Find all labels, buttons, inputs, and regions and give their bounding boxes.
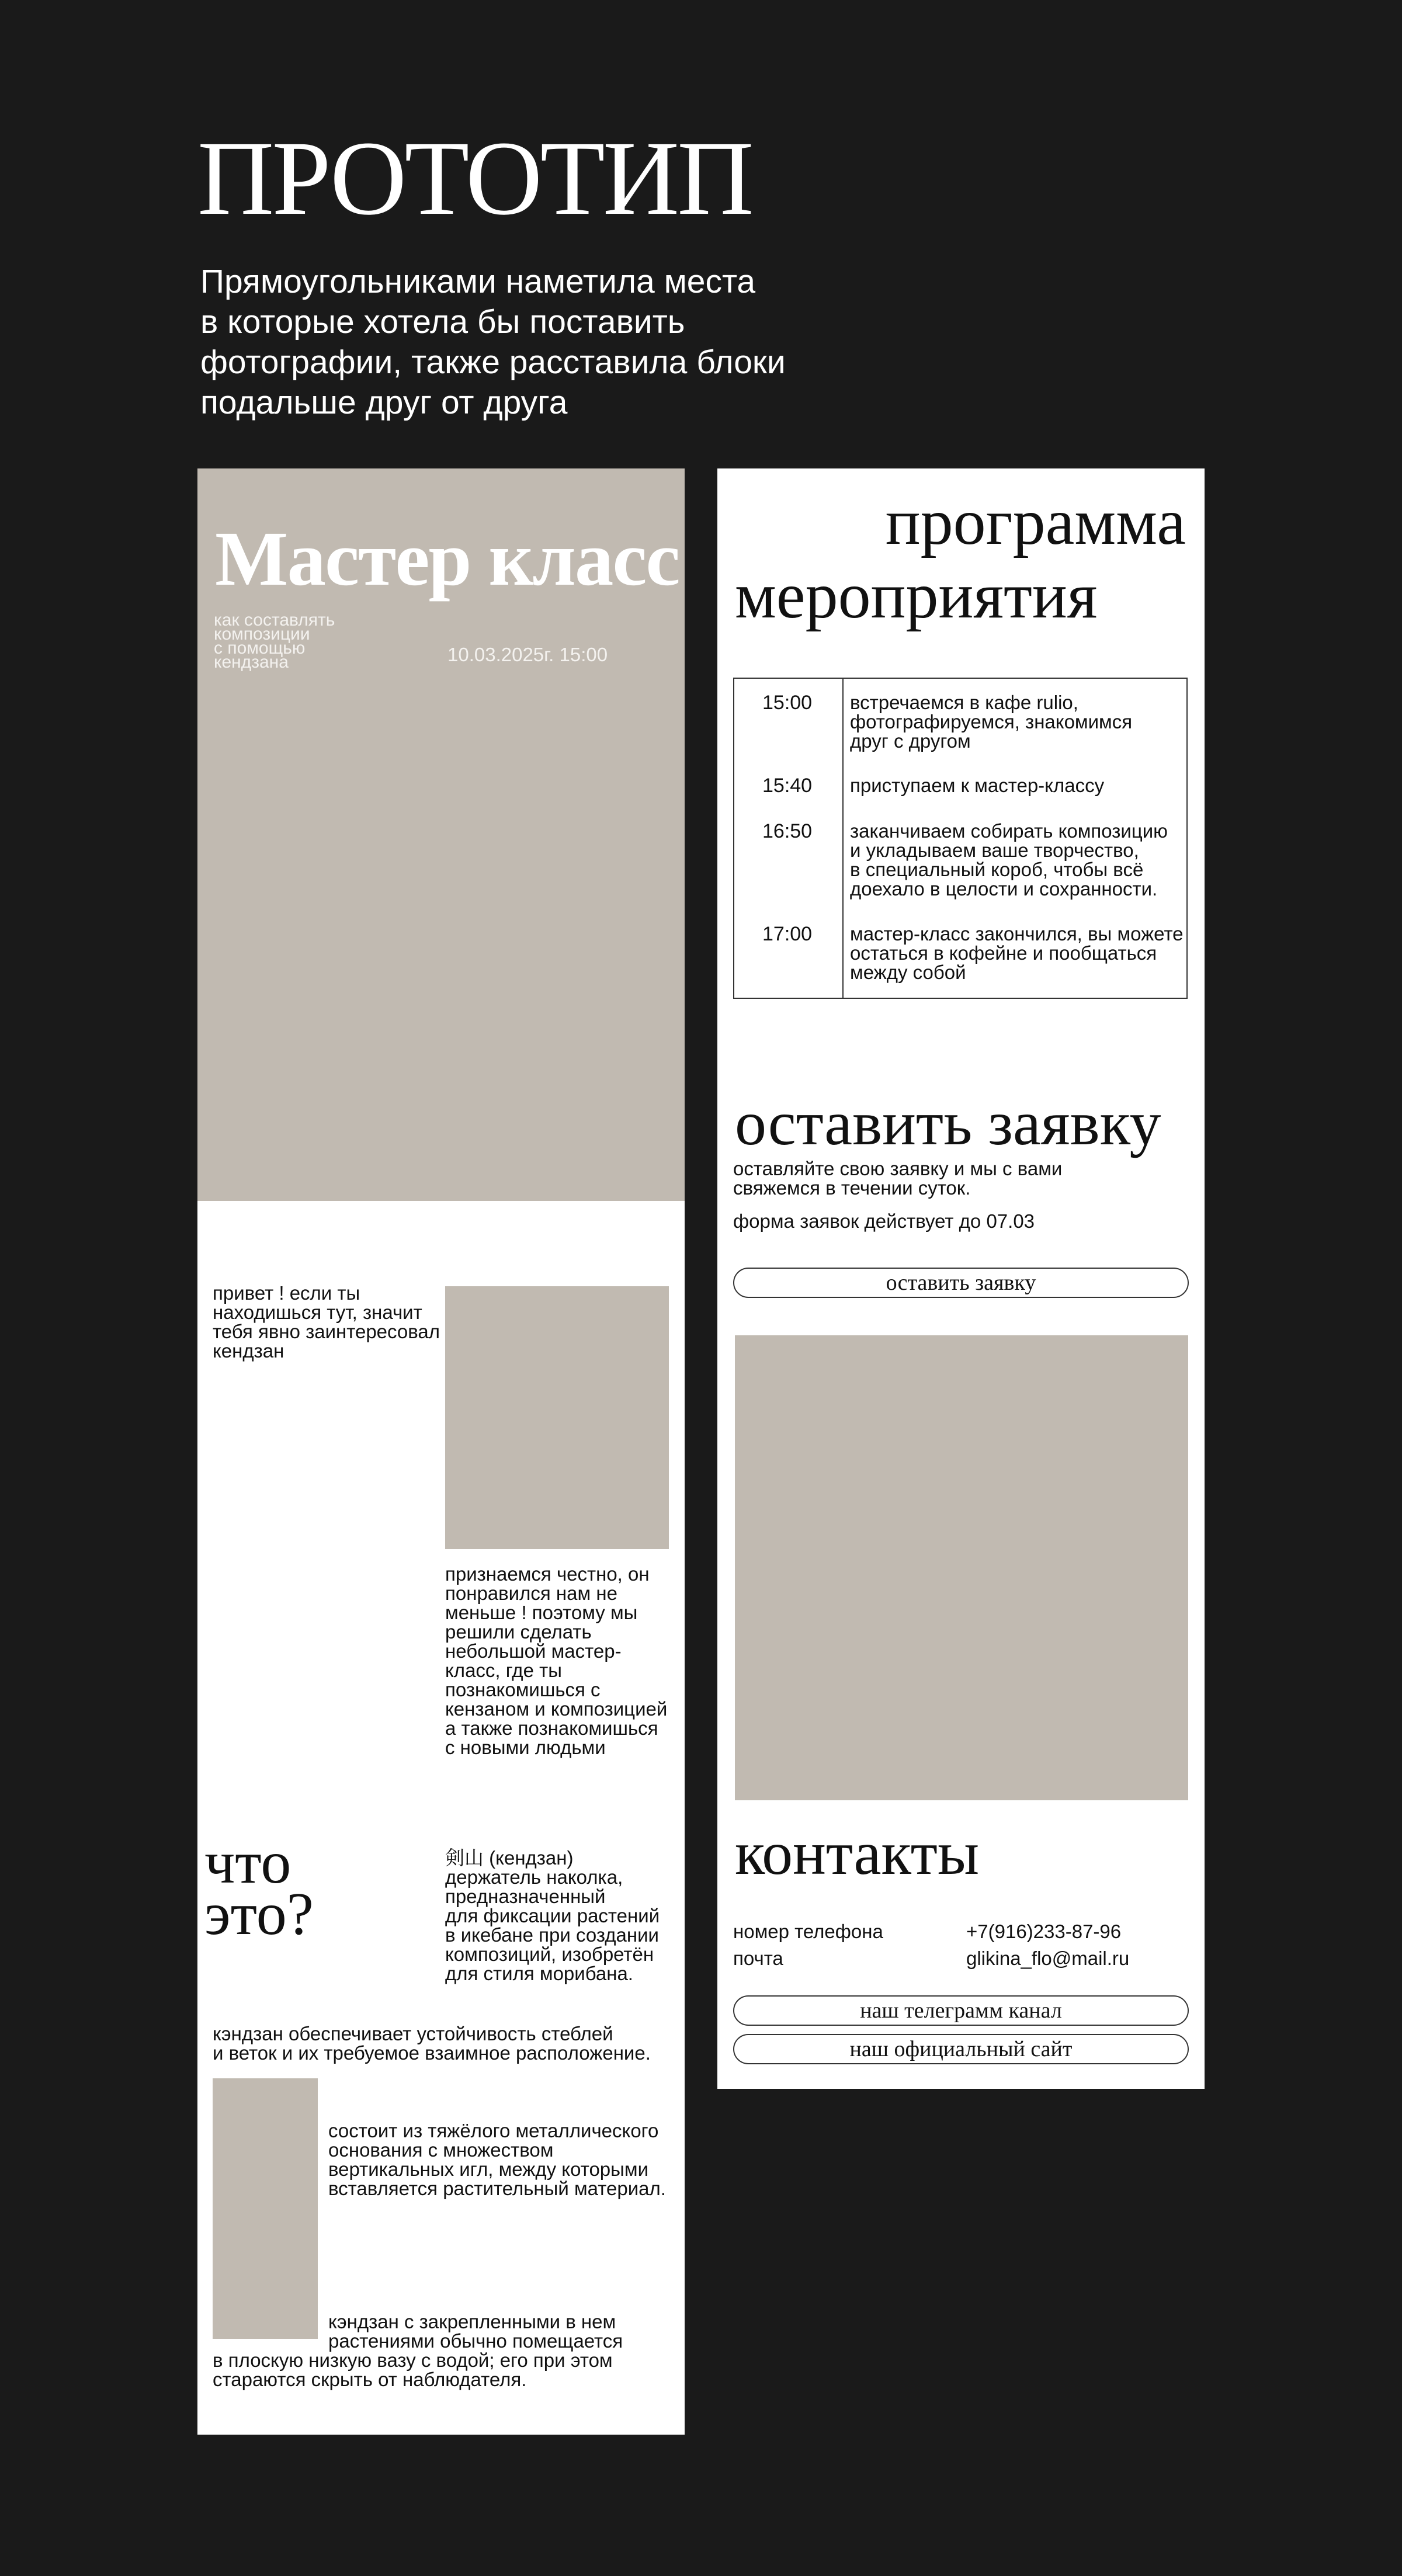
hero-photo-placeholder <box>197 468 685 1201</box>
construction-text: состоит из тяжёлого металлического основания с множеством вертикальных игл, между которыми вставляется растительный материал. <box>328 2120 666 2199</box>
hero-date: 10.03.2025г. 15:00 <box>447 644 608 665</box>
what-is-it-title: что это? <box>204 1829 314 1947</box>
placement-text-continued: в плоскую низкую вазу с водой; его при этом стараются скрыть от наблюдателя. <box>213 2349 613 2390</box>
hero-subtitle: как составлять композиции с помощью кендзана <box>214 610 335 672</box>
story-text: признаемся честно, он понравился нам не меньше ! поэтому мы решили сделать небольшой мастер- класс, где ты познакомишься с кензаном и композицией а также познакомишься с новыми людьми <box>445 1563 668 1758</box>
email-label: почта <box>733 1947 783 1969</box>
schedule-text: заканчиваем собирать композицию и укладываем ваше творчество, в специальный короб, чтобы всё доехало в целости и сохранности. <box>850 820 1168 900</box>
apply-text: оставляйте свою заявку и мы с вами свяжемся в течении суток. <box>733 1158 1063 1199</box>
program-title: программа <box>885 486 1186 558</box>
photo-placeholder <box>445 1286 669 1549</box>
hero-title: Мастер класс <box>215 515 679 602</box>
photo-placeholder <box>213 2078 318 2339</box>
page-description: Прямоугольниками наметила места в которые хотела бы поставить фотографии, также расставила блоки подальше друг от друга <box>200 263 786 421</box>
kenzan-definition: 剣山 (кендзан) держатель наколка, предназначенный для фиксации растений в икебане при создании композиций, изобретён для стиля морибана. <box>445 1847 660 1984</box>
program-title-line2: мероприятия <box>735 560 1098 632</box>
schedule-time: 17:00 <box>762 923 813 945</box>
schedule-text: мастер-класс закончился, вы можете остаться в кофейне и пообщаться между собой <box>850 923 1184 983</box>
photo-placeholder <box>735 1335 1188 1800</box>
intro-text: привет ! если ты находишься тут, значит тебя явно заинтересовал кендзан <box>213 1282 440 1362</box>
email-value[interactable]: glikina_flo@mail.ru <box>966 1947 1130 1969</box>
apply-deadline: форма заявок действует до 07.03 <box>733 1210 1035 1232</box>
landing-right-column <box>717 468 1205 2089</box>
function-text: кэндзан обеспечивает устойчивость стеблей и веток и их требуемое взаимное расположение. <box>213 2023 651 2064</box>
site-button[interactable]: наш официальный сайт <box>733 2034 1189 2064</box>
schedule-time: 16:50 <box>762 820 813 842</box>
schedule-text: приступаем к мастер-классу <box>850 775 1105 796</box>
landing-left-column <box>197 468 685 2435</box>
schedule-time: 15:40 <box>762 775 813 797</box>
schedule-text: встречаемся в кафе rulio, фотографируемся, знакомимся друг с другом <box>850 692 1133 752</box>
schedule-time: 15:00 <box>762 692 813 714</box>
placement-text: кэндзан с закрепленными в нем растениями обычно помещается <box>328 2311 623 2352</box>
apply-title: оставить заявку <box>735 1089 1161 1158</box>
schedule-divider <box>842 679 844 998</box>
phone-label: номер телефона <box>733 1921 883 1942</box>
phone-value[interactable]: +7(916)233-87-96 <box>966 1921 1122 1942</box>
contacts-title: контакты <box>735 1819 980 1887</box>
telegram-button[interactable]: наш телеграмм канал <box>733 1995 1189 2026</box>
page-title: ПРОТОТИП <box>197 120 752 237</box>
schedule-table <box>733 678 1188 999</box>
apply-button[interactable]: оставить заявку <box>733 1268 1189 1298</box>
